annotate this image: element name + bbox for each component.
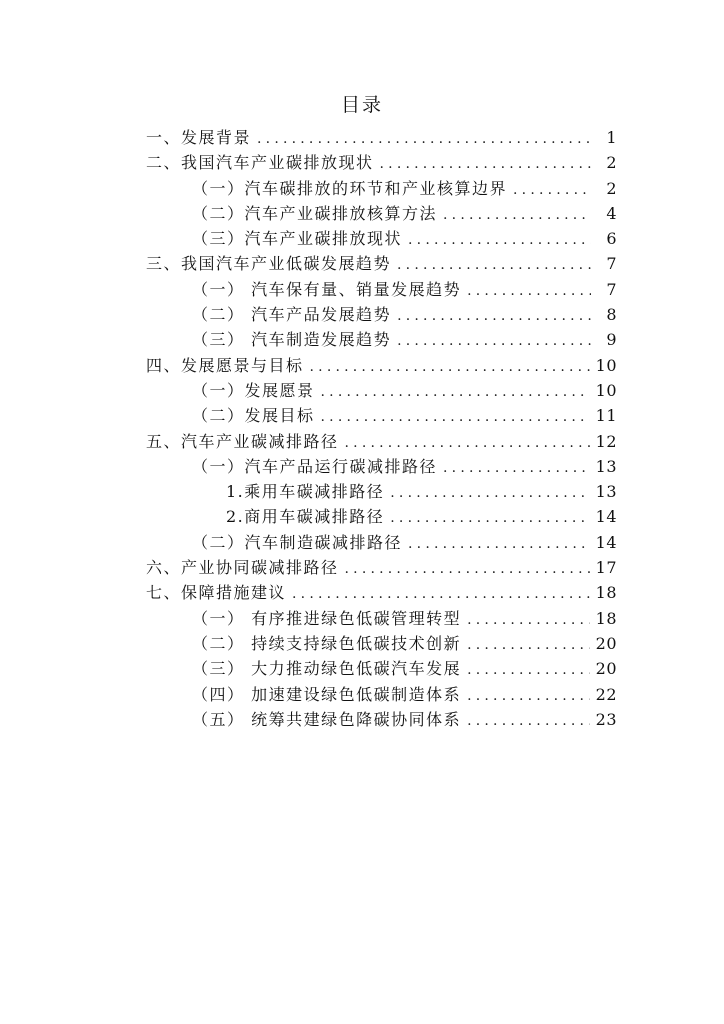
toc-page-number: 17 <box>595 558 617 578</box>
toc-entry-label: 1.乘用车碳减排路径 <box>226 482 385 502</box>
toc-entry[interactable] <box>146 555 617 580</box>
toc-dot-leader <box>321 405 590 430</box>
toc-page-number: 11 <box>595 406 617 426</box>
toc-entry[interactable] <box>146 631 617 656</box>
toc-entry-label: （二）汽车制造碳减排路径 <box>192 532 403 552</box>
toc-entry-label: （一） 有序推进绿色低碳管理转型 <box>192 608 462 628</box>
toc-entry-label: （二）发展目标 <box>192 406 315 426</box>
toc-entry[interactable] <box>146 150 617 175</box>
toc-dot-leader <box>467 279 591 304</box>
toc-entry[interactable] <box>146 707 617 732</box>
toc-entry[interactable] <box>146 454 617 479</box>
toc-entry[interactable] <box>146 353 617 378</box>
toc-page-number: 2 <box>606 153 617 173</box>
toc-dot-leader <box>345 431 590 456</box>
toc-dot-leader <box>380 152 591 177</box>
toc-dot-leader <box>390 506 589 531</box>
toc-page-number: 14 <box>595 507 617 527</box>
toc-dot-leader <box>467 658 590 683</box>
toc-page-number: 8 <box>606 305 617 325</box>
toc-entry-label: （二）汽车产业碳排放核算方法 <box>192 203 438 223</box>
toc-page-number: 14 <box>595 532 617 552</box>
toc-page-number: 23 <box>595 709 617 729</box>
toc-entry[interactable] <box>146 504 617 529</box>
toc-page-number: 6 <box>606 229 617 249</box>
toc-entry[interactable] <box>146 125 617 150</box>
toc-entry[interactable] <box>146 327 617 352</box>
toc-entry[interactable] <box>146 429 617 454</box>
toc-page-number: 12 <box>595 431 617 451</box>
toc-entry[interactable] <box>146 201 617 226</box>
toc-entry-label: （一）汽车产品运行碳减排路径 <box>192 456 438 476</box>
toc-page-number: 7 <box>606 254 617 274</box>
toc-entry[interactable] <box>146 682 617 707</box>
toc-entry-label: 三、我国汽车产业低碳发展趋势 <box>146 254 392 274</box>
toc-dot-leader <box>443 203 591 228</box>
toc-page-number: 10 <box>595 380 617 400</box>
toc-entry[interactable] <box>146 378 617 403</box>
toc-page-number: 1 <box>606 128 617 147</box>
toc-dot-leader <box>390 481 589 506</box>
toc-page-number: 10 <box>595 355 617 375</box>
toc-page-number: 13 <box>595 456 617 476</box>
toc-entry-label: （五） 统筹共建绿色降碳协同体系 <box>192 709 462 729</box>
toc-entry-label: （二） 汽车产品发展趋势 <box>192 305 392 325</box>
toc-title: 目录 <box>340 94 383 116</box>
toc-entry[interactable] <box>146 479 617 504</box>
toc-page-number: 18 <box>595 608 617 628</box>
toc-entry-label: 四、发展愿景与目标 <box>146 355 304 375</box>
toc-entry[interactable] <box>146 226 617 251</box>
toc-dot-leader <box>513 178 591 203</box>
toc-dot-leader <box>443 456 590 481</box>
toc-entry-label: （一）汽车碳排放的环节和产业核算边界 <box>192 178 508 198</box>
toc-dot-leader <box>397 304 591 329</box>
toc-dot-leader <box>397 253 591 278</box>
toc-dot-leader <box>292 582 590 607</box>
toc-entry[interactable] <box>146 302 617 327</box>
toc-page-number: 7 <box>606 279 617 299</box>
toc-dot-leader <box>345 557 590 582</box>
toc-dot-leader <box>257 127 591 152</box>
toc-entry-label: （四） 加速建设绿色低碳制造体系 <box>192 684 462 704</box>
toc-dot-leader <box>467 709 590 734</box>
toc-page-number: 9 <box>606 330 617 350</box>
toc-page-number: 22 <box>595 684 617 704</box>
toc-entry[interactable] <box>146 606 617 631</box>
toc-dot-leader <box>321 380 590 405</box>
toc-entry-label: （三）汽车产业碳排放现状 <box>192 229 403 249</box>
toc-list <box>146 125 617 732</box>
toc-entry-label: （三） 大力推动绿色低碳汽车发展 <box>192 659 462 679</box>
toc-page-number: 13 <box>595 482 617 502</box>
toc-page-number: 20 <box>595 659 617 679</box>
toc-dot-leader <box>467 684 590 709</box>
toc-entry[interactable] <box>146 580 617 605</box>
toc-entry-label: （一）发展愿景 <box>192 380 315 400</box>
toc-entry[interactable] <box>146 530 617 555</box>
toc-entry[interactable] <box>146 251 617 276</box>
toc-entry-label: 2.商用车碳减排路径 <box>226 507 385 527</box>
toc-entry-label: 六、产业协同碳减排路径 <box>146 558 339 578</box>
toc-entry-label: 七、保障措施建议 <box>146 583 287 603</box>
toc-dot-leader <box>310 355 590 380</box>
toc-entry[interactable] <box>146 176 617 201</box>
toc-entry[interactable] <box>146 656 617 681</box>
toc-page-number: 4 <box>606 203 617 223</box>
toc-page-number: 20 <box>595 633 617 653</box>
toc-dot-leader <box>408 532 590 557</box>
toc-entry[interactable] <box>146 277 617 302</box>
toc-page-number: 18 <box>595 583 617 603</box>
toc-dot-leader <box>408 228 591 253</box>
toc-entry-label: （一） 汽车保有量、销量发展趋势 <box>192 279 462 299</box>
toc-dot-leader <box>397 329 591 354</box>
toc-dot-leader <box>467 608 590 633</box>
toc-entry-label: 二、我国汽车产业碳排放现状 <box>146 153 374 173</box>
toc-page-number: 2 <box>606 178 617 198</box>
toc-entry-label: （三） 汽车制造发展趋势 <box>192 330 392 350</box>
toc-entry-label: 五、汽车产业碳减排路径 <box>146 431 339 451</box>
toc-entry-label: （二） 持续支持绿色低碳技术创新 <box>192 633 462 653</box>
toc-entry-label: 一、发展背景 <box>146 128 252 147</box>
toc-entry[interactable] <box>146 403 617 428</box>
toc-dot-leader <box>467 633 590 658</box>
